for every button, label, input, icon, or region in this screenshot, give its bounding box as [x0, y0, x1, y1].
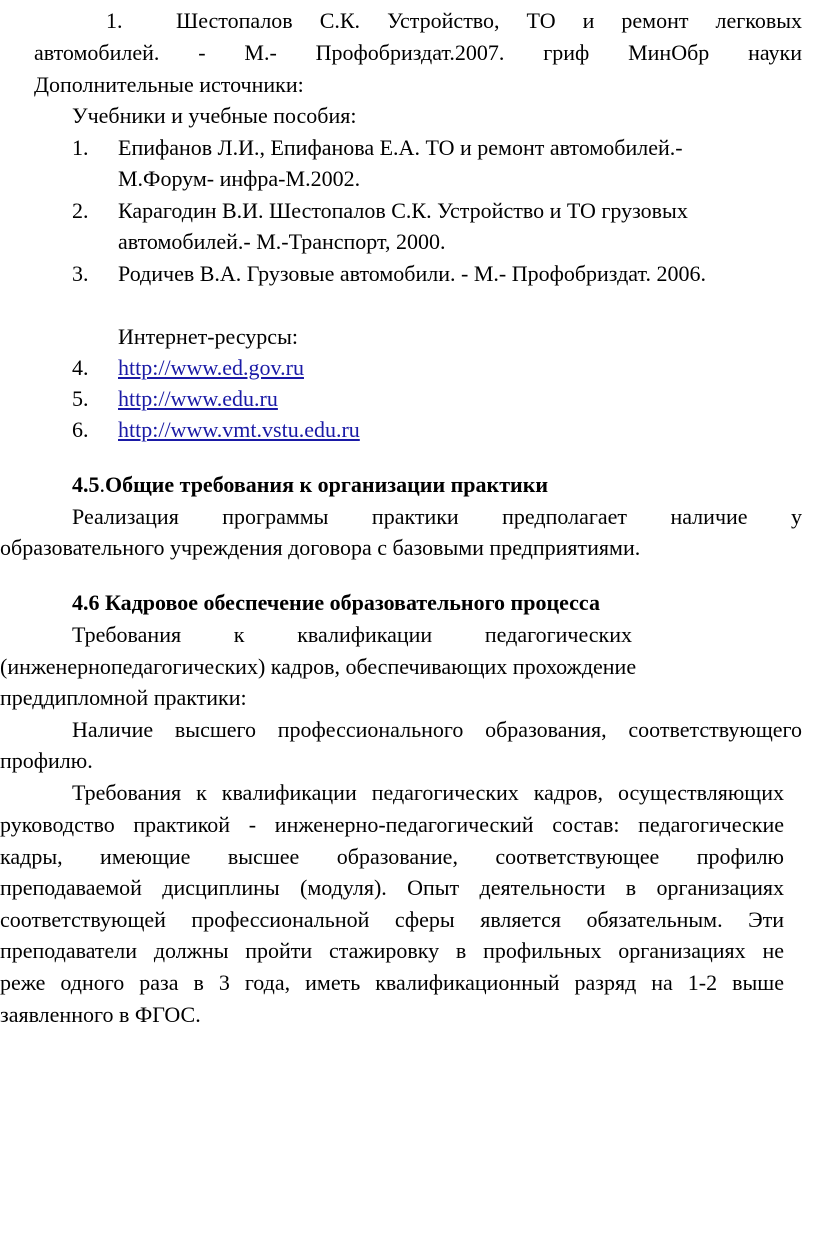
- qualification-paragraph-line2: руководство практикой - инженерно-педагогический состав: педагогические: [0, 812, 784, 837]
- section-4-6-heading: 4.6 Кадровое обеспечение образовательного процесса: [72, 590, 600, 615]
- textbook-item-line1: Родичев В.А. Грузовые автомобили. - М.- Профобриздат. 2006.: [118, 261, 706, 286]
- internet-resources-heading: Интернет-ресурсы:: [118, 324, 298, 349]
- main-list-item-line2: автомобилей. - М.- Профобриздат.2007. гриф МинОбр науки: [34, 40, 802, 65]
- qualification-paragraph-line8: заявленного в ФГОС.: [0, 1002, 201, 1027]
- section-4-5-title: Общие требования к организации практики: [105, 472, 549, 497]
- link-item-number: 5.: [72, 386, 89, 411]
- section-4-5-paragraph-line2: образовательного учреждения договора с базовыми предприятиями.: [0, 535, 641, 560]
- qualification-paragraph-line5: соответствующей профессиональной сферы является обязательным. Эти: [0, 907, 784, 932]
- textbook-item-line2: М.Форум- инфра-М.2002.: [118, 166, 361, 191]
- qualification-paragraph-line6: преподаватели должны пройти стажировку в профильных организациях не: [0, 938, 784, 963]
- additional-sources-heading: Дополнительные источники:: [34, 72, 304, 97]
- qualification-paragraph-line7: реже одного раза в 3 года, иметь квалификационный разряд на 1-2 выше: [0, 970, 784, 995]
- link-edu[interactable]: http://www.edu.ru: [118, 386, 278, 411]
- link-ed-gov[interactable]: http://www.ed.gov.ru: [118, 355, 304, 380]
- education-line1: Наличие высшего профессионального образования, соответствующего: [72, 717, 802, 742]
- section-4-5-heading: [72, 470, 548, 500]
- textbook-item-number: 3.: [72, 261, 89, 286]
- section-4-5-paragraph-line1: Реализация программы практики предполагает наличие у: [72, 504, 802, 529]
- textbooks-subheading: Учебники и учебные пособия:: [72, 103, 357, 128]
- link-item-number: 6.: [72, 417, 89, 442]
- link-item-number: 4.: [72, 355, 89, 380]
- textbook-item-number: 1.: [72, 135, 89, 160]
- education-line2: профилю.: [0, 748, 93, 773]
- requirements-line1: Требования к квалификации педагогических: [72, 622, 632, 647]
- main-list-item-line1: Шестопалов С.К. Устройство, ТО и ремонт легковых: [176, 8, 802, 33]
- textbook-item-line2: автомобилей.- М.-Транспорт, 2000.: [118, 229, 446, 254]
- requirements-line2: (инженернопедагогических) кадров, обеспечивающих прохождение: [0, 654, 637, 679]
- qualification-paragraph-line3: кадры, имеющие высшее образование, соответствующее профилю: [0, 844, 784, 869]
- textbook-item-line1: Епифанов Л.И., Епифанова Е.А. ТО и ремонт автомобилей.-: [118, 135, 683, 160]
- link-vmt-vstu[interactable]: http://www.vmt.vstu.edu.ru: [118, 417, 360, 442]
- section-4-5-dot: .: [99, 472, 105, 497]
- textbook-item-line1: Карагодин В.И. Шестопалов С.К. Устройство и ТО грузовых: [118, 198, 688, 223]
- main-list-item-number: 1.: [106, 8, 123, 33]
- qualification-paragraph-line1: Требования к квалификации педагогических кадров, осуществляющих: [72, 780, 784, 805]
- qualification-paragraph-line4: преподаваемой дисциплины (модуля). Опыт деятельности в организациях: [0, 875, 784, 900]
- textbook-item-number: 2.: [72, 198, 89, 223]
- requirements-line3: преддипломной практики:: [0, 685, 247, 710]
- section-4-5-number: 4.5: [72, 472, 100, 497]
